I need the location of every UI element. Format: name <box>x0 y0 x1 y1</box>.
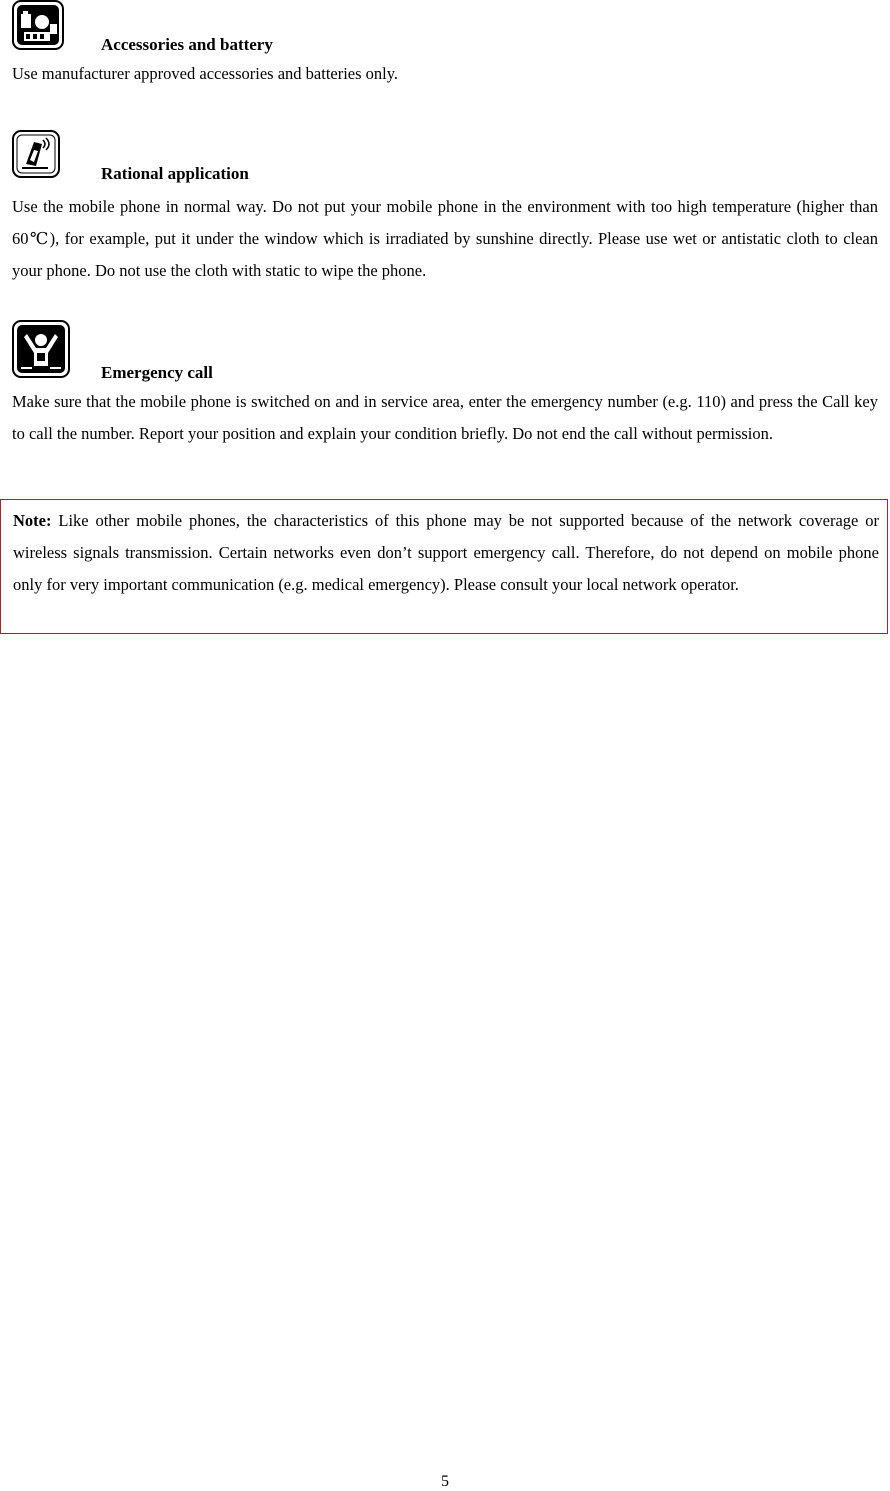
section-accessories-battery <box>12 0 878 100</box>
note-box <box>0 499 888 634</box>
rational-application-icon <box>12 130 60 178</box>
note-text <box>13 505 879 601</box>
section-heading: Rational application <box>101 164 249 183</box>
section-body: Use manufacturer approved accessories and batteries only. <box>12 64 399 83</box>
section-heading: Emergency call <box>101 363 213 382</box>
section-body: Use the mobile phone in normal way. Do not put your mobile phone in the environment with too high temperature (higher than 60℃), for example, put it under the window which is irradiated by sunshine directly. Please use wet or antistatic cloth to clean your phone. Do not use the cloth with static to wipe the phone. <box>12 197 878 280</box>
section-body: Make sure that the mobile phone is switched on and in service area, enter the emergency number (e.g. 110) and press the Call key to call the number. Report your position and explain your condition briefly. Do not end the call without permission. <box>12 392 878 443</box>
emergency-call-icon <box>12 320 70 378</box>
page-number: 5 <box>441 1473 449 1490</box>
section-emergency-call <box>12 320 878 485</box>
section-rational-application <box>12 130 878 290</box>
section-heading: Accessories and battery <box>101 35 273 54</box>
accessories-battery-icon <box>12 0 64 50</box>
note-label: Note: <box>13 511 52 530</box>
note-body: Like other mobile phones, the characteristics of this phone may be not supported because of the network coverage or wireless signals transmission. Certain networks even don’t support emergency call. Therefore, do not depend on mobile phone only for very important communication (e.g. medical emergency). Please consult your local network operator. <box>13 511 879 594</box>
